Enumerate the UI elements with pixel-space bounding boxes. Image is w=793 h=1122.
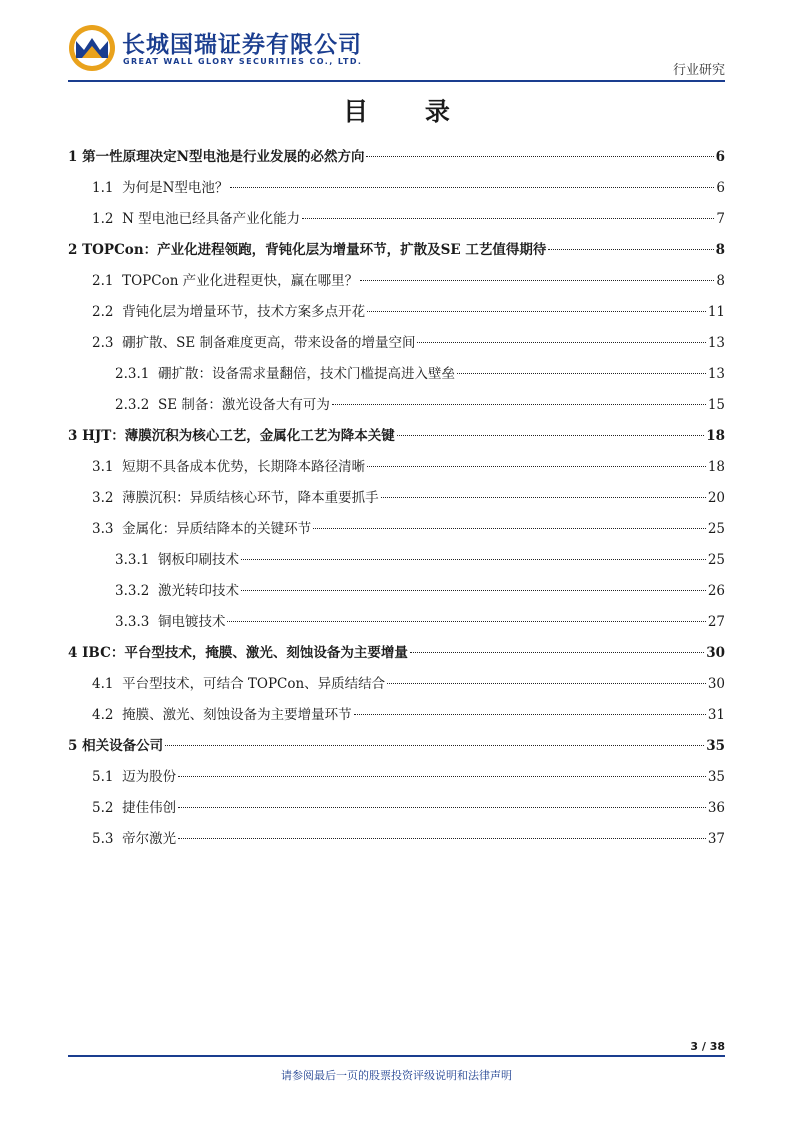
toc-entry[interactable] bbox=[68, 514, 725, 545]
toc-entry-label bbox=[92, 452, 365, 483]
toc-entry-text: 帝尔激光 bbox=[122, 831, 177, 847]
toc-entry-number: 2.3.2 bbox=[115, 397, 150, 413]
toc-entry-label bbox=[92, 669, 385, 700]
toc-entry[interactable] bbox=[68, 669, 725, 700]
toc-entry-number: 1 bbox=[68, 149, 78, 165]
toc-entry-number: 2 bbox=[68, 242, 78, 258]
report-type-label: 行业研究 bbox=[672, 63, 725, 78]
toc-dot-leader bbox=[178, 776, 706, 777]
toc-dot-leader bbox=[241, 590, 706, 591]
header-divider bbox=[68, 80, 725, 82]
toc-dot-leader bbox=[230, 187, 714, 188]
toc-entry[interactable] bbox=[68, 142, 725, 173]
toc-entry-label bbox=[68, 638, 408, 669]
toc-entry-label bbox=[68, 142, 364, 173]
toc-entry-number: 5.1 bbox=[92, 769, 114, 785]
toc-entry-text: 钢板印刷技术 bbox=[157, 552, 239, 568]
toc-entry[interactable] bbox=[68, 235, 725, 266]
toc-entry[interactable] bbox=[68, 390, 725, 421]
toc-entry-label bbox=[92, 204, 300, 235]
toc-entry-number: 3.3.2 bbox=[115, 583, 150, 599]
toc-entry-text: 短期不具备成本优势，长期降本路径清晰 bbox=[122, 459, 366, 475]
toc-entry-page: 13 bbox=[707, 335, 725, 351]
toc-dot-leader bbox=[165, 745, 704, 746]
toc-entry-label bbox=[92, 824, 176, 855]
toc-entry-number: 4.1 bbox=[92, 676, 114, 692]
toc-dot-leader bbox=[313, 528, 706, 529]
toc-entry-page: 26 bbox=[707, 583, 725, 599]
toc-entry-text: SE 制备：激光设备大有可为 bbox=[157, 397, 330, 413]
toc-entry-page: 30 bbox=[706, 645, 725, 661]
toc-entry-text: TOPCon 产业化进程更快，赢在哪里？ bbox=[122, 273, 359, 289]
toc-dot-leader bbox=[457, 373, 706, 374]
toc-dot-leader bbox=[397, 435, 704, 436]
toc-dot-leader bbox=[548, 249, 713, 250]
toc-entry-number: 5 bbox=[68, 738, 78, 754]
toc-dot-leader bbox=[381, 497, 706, 498]
toc-entry-text: 平台型技术，可结合 TOPCon、异质结结合 bbox=[122, 676, 386, 692]
toc-entry-text: IBC：平台型技术，掩膜、激光、刻蚀设备为主要增量 bbox=[82, 645, 408, 661]
toc-entry-label bbox=[92, 514, 311, 545]
toc-entry[interactable] bbox=[68, 204, 725, 235]
toc-entry-number: 2.3 bbox=[92, 335, 114, 351]
toc-entry-page: 37 bbox=[707, 831, 725, 847]
toc-entry-page: 31 bbox=[707, 707, 725, 723]
toc-entry-page: 36 bbox=[707, 800, 725, 816]
toc-entry-text: 相关设备公司 bbox=[82, 738, 164, 754]
toc-entry-number: 5.2 bbox=[92, 800, 114, 816]
footer-divider bbox=[68, 1055, 725, 1057]
toc-entry[interactable] bbox=[68, 607, 725, 638]
toc-entry-label bbox=[68, 421, 395, 452]
toc-entry-page: 35 bbox=[706, 738, 725, 754]
toc-entry[interactable] bbox=[68, 824, 725, 855]
toc-entry-number: 4.2 bbox=[92, 707, 114, 723]
toc-entry-page: 18 bbox=[707, 459, 725, 475]
toc-entry-text: 激光转印技术 bbox=[157, 583, 239, 599]
toc-entry-page: 20 bbox=[707, 490, 725, 506]
toc-entry-label bbox=[92, 762, 176, 793]
company-name-en: GREAT WALL GLORY SECURITIES CO., LTD. bbox=[123, 57, 363, 66]
toc-entry-text: 捷佳伟创 bbox=[122, 800, 177, 816]
toc-dot-leader bbox=[360, 280, 714, 281]
toc-entry[interactable] bbox=[68, 421, 725, 452]
toc-entry-text: 掩膜、激光、刻蚀设备为主要增量环节 bbox=[122, 707, 352, 723]
toc-dot-leader bbox=[227, 621, 705, 622]
toc-dot-leader bbox=[302, 218, 714, 219]
toc-entry-text: HJT：薄膜沉积为核心工艺，金属化工艺为降本关键 bbox=[82, 428, 395, 444]
toc-entry-page: 35 bbox=[707, 769, 725, 785]
toc-entry-number: 1.2 bbox=[92, 211, 114, 227]
toc-dot-leader bbox=[178, 838, 706, 839]
table-of-contents bbox=[68, 142, 725, 855]
great-wall-glory-logo-icon bbox=[68, 24, 116, 72]
toc-entry-text: 硼扩散：设备需求量翻倍，技术门槛提高进入壁垒 bbox=[157, 366, 455, 382]
toc-entry-number: 1.1 bbox=[92, 180, 114, 196]
toc-entry-number: 3.3.3 bbox=[115, 614, 150, 630]
toc-dot-leader bbox=[178, 807, 706, 808]
disclaimer-text: 请参阅最后一页的股票投资评级说明和法律声明 bbox=[281, 1069, 512, 1082]
toc-entry-label bbox=[115, 545, 239, 576]
toc-entry-page: 15 bbox=[707, 397, 725, 413]
toc-entry-page: 30 bbox=[707, 676, 725, 692]
toc-entry-number: 2.1 bbox=[92, 273, 114, 289]
toc-entry-page: 8 bbox=[716, 273, 725, 289]
toc-entry[interactable] bbox=[68, 266, 725, 297]
toc-dot-leader bbox=[417, 342, 705, 343]
toc-entry-page: 7 bbox=[716, 211, 725, 227]
toc-entry-page: 25 bbox=[707, 552, 725, 568]
toc-entry[interactable] bbox=[68, 173, 725, 204]
toc-entry-text: 迈为股份 bbox=[122, 769, 177, 785]
toc-dot-leader bbox=[410, 652, 704, 653]
toc-entry-page: 8 bbox=[715, 242, 725, 258]
toc-entry-label bbox=[115, 576, 239, 607]
toc-dot-leader bbox=[332, 404, 706, 405]
toc-entry-page: 6 bbox=[715, 149, 725, 165]
toc-dot-leader bbox=[367, 311, 706, 312]
toc-dot-leader bbox=[241, 559, 706, 560]
toc-entry-text: 薄膜沉积：异质结核心环节，降本重要抓手 bbox=[122, 490, 379, 506]
toc-entry[interactable] bbox=[68, 638, 725, 669]
toc-entry[interactable] bbox=[68, 297, 725, 328]
toc-entry[interactable] bbox=[68, 762, 725, 793]
toc-entry-label bbox=[92, 297, 365, 328]
company-name-cn: 长城国瑞证券有限公司 bbox=[122, 32, 362, 58]
toc-entry-number: 3.3.1 bbox=[115, 552, 150, 568]
page-current: 3 bbox=[690, 1040, 698, 1053]
toc-entry-number: 3.2 bbox=[92, 490, 114, 506]
toc-entry[interactable] bbox=[68, 576, 725, 607]
toc-entry[interactable] bbox=[68, 359, 725, 390]
toc-dot-leader bbox=[387, 683, 706, 684]
toc-entry-number: 3.1 bbox=[92, 459, 114, 475]
toc-entry-number: 3.3 bbox=[92, 521, 114, 537]
toc-entry[interactable] bbox=[68, 483, 725, 514]
toc-entry-text: N 型电池已经具备产业化能力 bbox=[122, 211, 301, 227]
toc-entry-number: 2.3.1 bbox=[115, 366, 150, 382]
toc-entry[interactable] bbox=[68, 700, 725, 731]
toc-entry-label bbox=[68, 235, 546, 266]
toc-entry-page: 18 bbox=[706, 428, 725, 444]
toc-dot-leader bbox=[366, 156, 713, 157]
page-total: 38 bbox=[709, 1040, 725, 1053]
toc-entry-text: 为何是N型电池？ bbox=[122, 180, 229, 196]
toc-dot-leader bbox=[354, 714, 706, 715]
page-number bbox=[690, 1040, 725, 1053]
toc-entry[interactable] bbox=[68, 731, 725, 762]
page-separator: / bbox=[698, 1040, 710, 1053]
toc-entry-text: 第一性原理决定N型电池是行业发展的必然方向 bbox=[82, 149, 365, 165]
toc-entry-label bbox=[92, 483, 379, 514]
toc-entry-label bbox=[92, 328, 415, 359]
toc-entry-text: 金属化：异质结降本的关键环节 bbox=[122, 521, 312, 537]
toc-entry-text: TOPCon：产业化进程领跑，背钝化层为增量环节，扩散及SE 工艺值得期待 bbox=[82, 242, 547, 258]
toc-entry-number: 2.2 bbox=[92, 304, 114, 320]
toc-entry-number: 3 bbox=[68, 428, 78, 444]
toc-entry[interactable] bbox=[68, 328, 725, 359]
toc-entry-label bbox=[92, 266, 358, 297]
page-header bbox=[68, 22, 725, 78]
toc-entry-label bbox=[115, 607, 225, 638]
toc-title: 目 录 bbox=[343, 97, 474, 126]
toc-entry-text: 背钝化层为增量环节，技术方案多点开花 bbox=[122, 304, 366, 320]
toc-entry-text: 硼扩散、SE 制备难度更高，带来设备的增量空间 bbox=[122, 335, 416, 351]
toc-entry[interactable] bbox=[68, 452, 725, 483]
toc-entry-page: 13 bbox=[707, 366, 725, 382]
toc-entry-label bbox=[92, 793, 176, 824]
toc-entry-label bbox=[68, 731, 163, 762]
toc-entry[interactable] bbox=[68, 793, 725, 824]
toc-entry-page: 27 bbox=[707, 614, 725, 630]
toc-entry-text: 铜电镀技术 bbox=[157, 614, 226, 630]
toc-entry-page: 6 bbox=[716, 180, 725, 196]
toc-dot-leader bbox=[367, 466, 706, 467]
toc-entry-label bbox=[92, 173, 228, 204]
toc-entry-label bbox=[115, 390, 330, 421]
toc-entry-page: 11 bbox=[707, 304, 725, 320]
toc-entry-label bbox=[115, 359, 455, 390]
toc-entry-page: 25 bbox=[707, 521, 725, 537]
toc-entry[interactable] bbox=[68, 545, 725, 576]
toc-entry-label bbox=[92, 700, 352, 731]
toc-entry-number: 5.3 bbox=[92, 831, 114, 847]
toc-entry-number: 4 bbox=[68, 645, 78, 661]
